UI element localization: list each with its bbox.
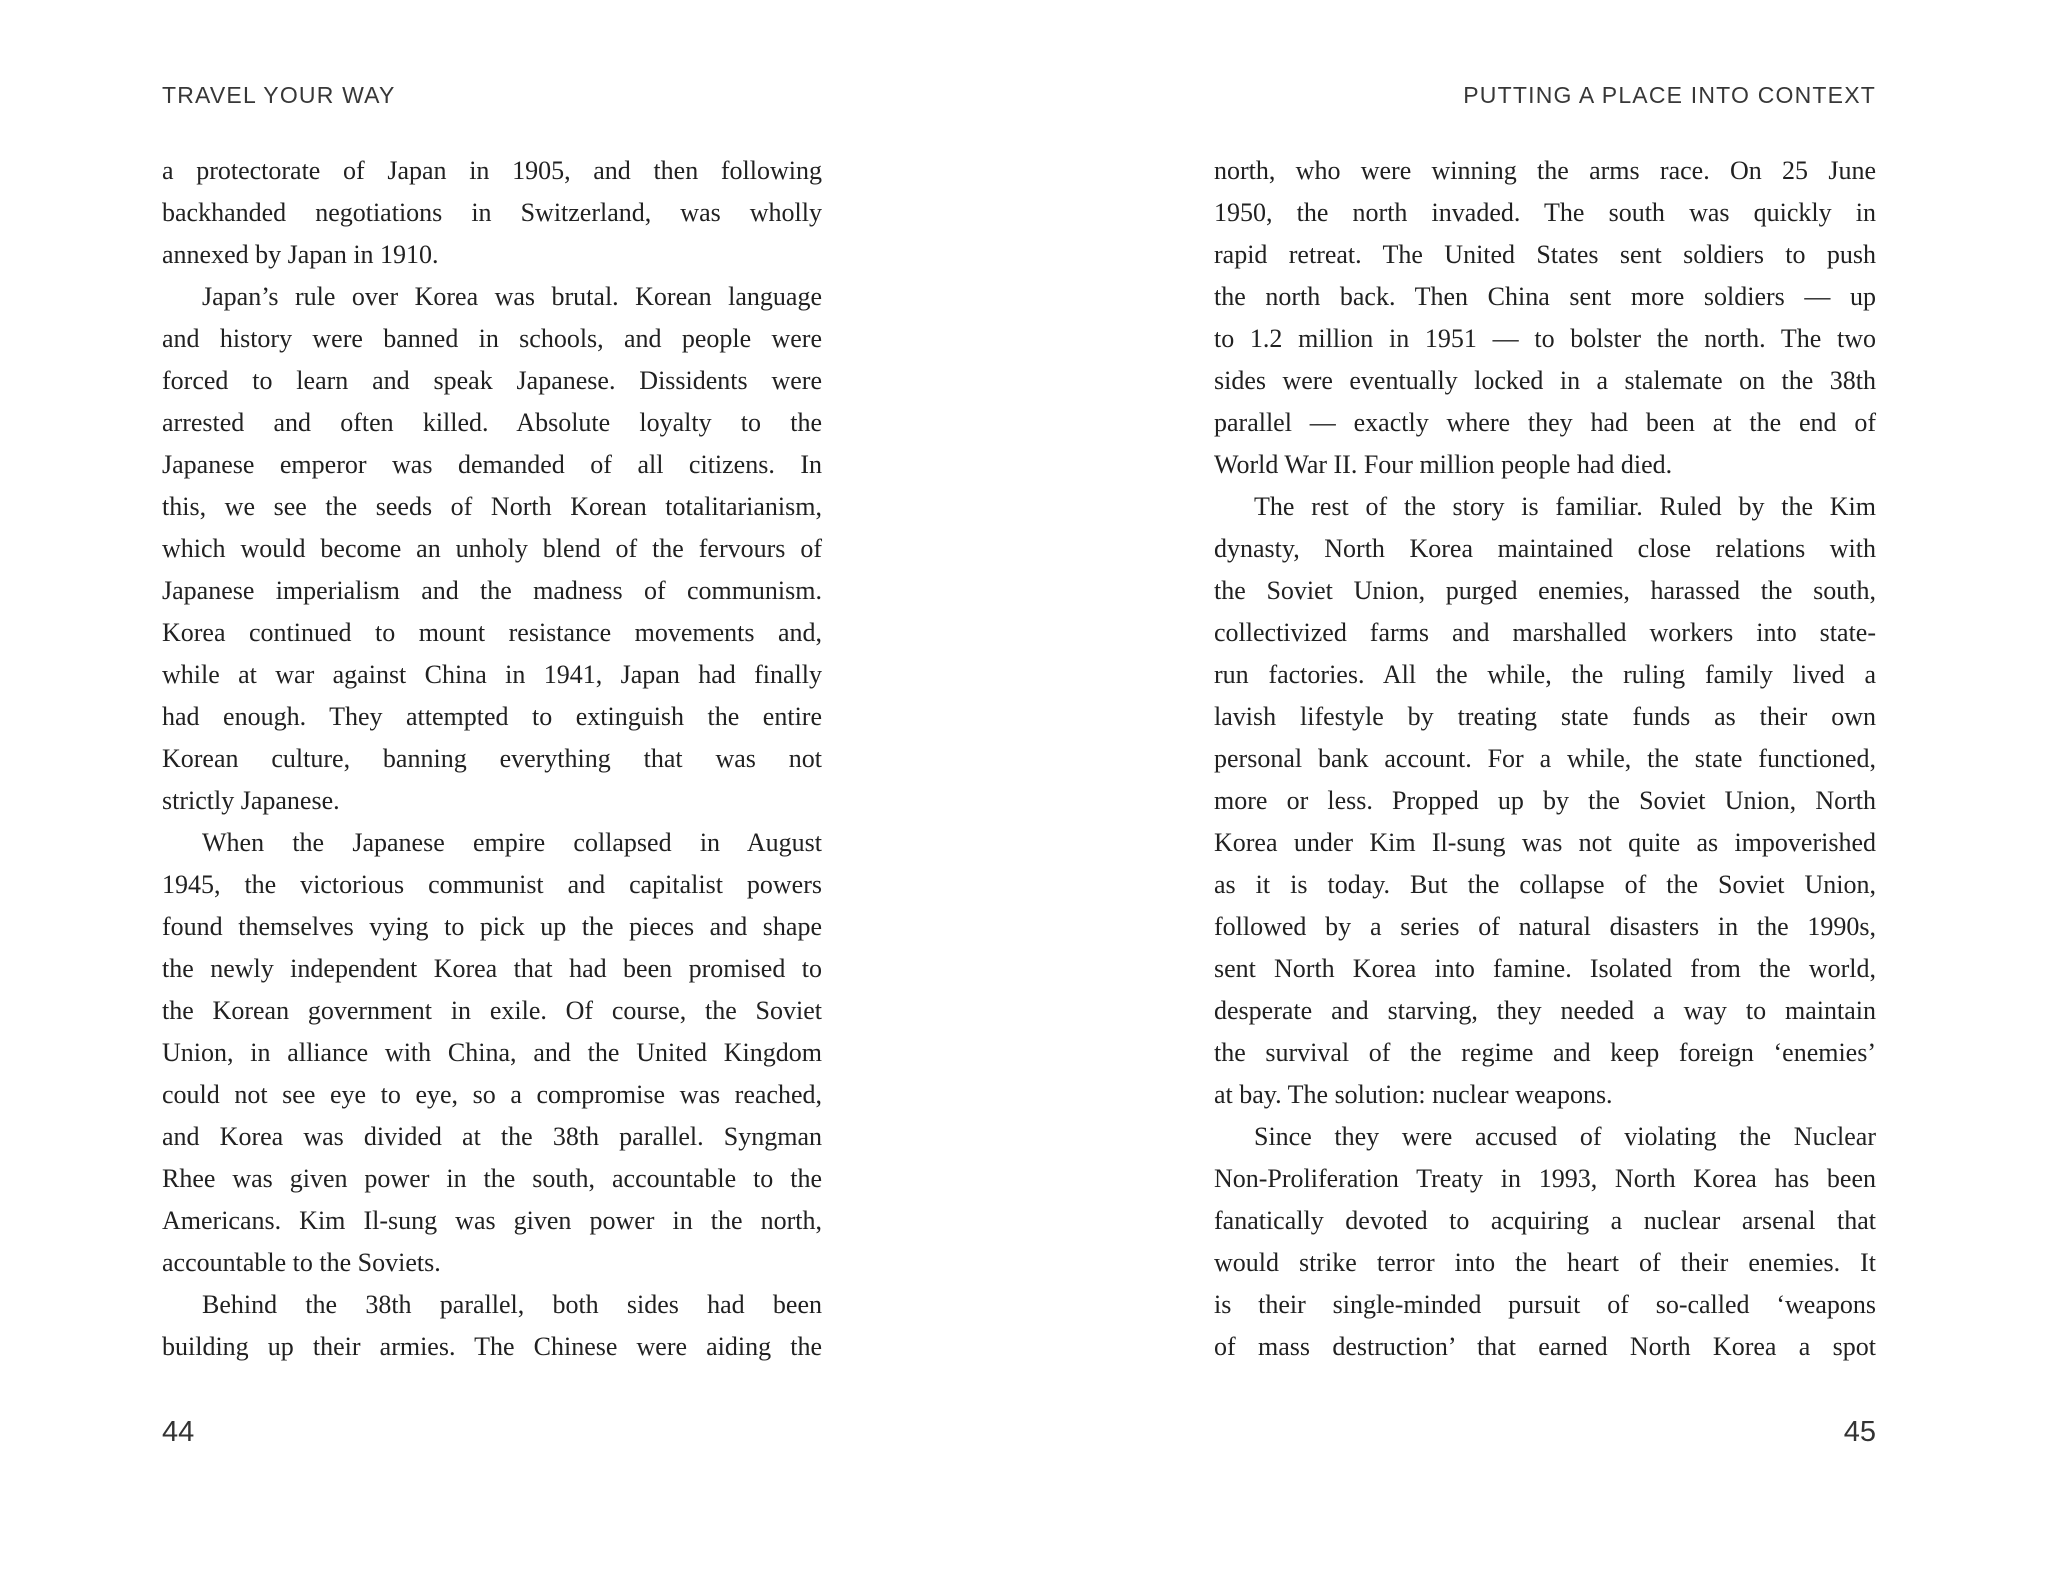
- text-line: followed by a series of natural disasters in the 1990s,: [1214, 912, 1876, 941]
- left-page: [162, 0, 822, 1596]
- text-line: sent North Korea into famine. Isolated from the world,: [1214, 954, 1876, 983]
- text-line: arrested and often killed. Absolute loyalty to the: [162, 408, 822, 437]
- text-line: the newly independent Korea that had been promised to: [162, 954, 822, 983]
- text-line: Americans. Kim Il-sung was given power in the north,: [162, 1206, 822, 1235]
- text-line: and Korea was divided at the 38th parallel. Syngman: [162, 1122, 822, 1151]
- text-line: Japanese emperor was demanded of all citizens. In: [162, 450, 822, 479]
- text-line: 1950, the north invaded. The south was quickly in: [1214, 198, 1876, 227]
- right-running-header: PUTTING A PLACE INTO CONTEXT: [1463, 82, 1876, 108]
- text-line: run factories. All the while, the ruling family lived a: [1214, 660, 1876, 689]
- text-line: and history were banned in schools, and people were: [162, 324, 822, 353]
- text-line: while at war against China in 1941, Japan had finally: [162, 660, 822, 689]
- text-line: Union, in alliance with China, and the United Kingdom: [162, 1038, 822, 1067]
- text-line: collectivized farms and marshalled workers into state-: [1214, 618, 1876, 647]
- text-line: desperate and starving, they needed a way to maintain: [1214, 996, 1876, 1025]
- text-line: which would become an unholy blend of the fervours of: [162, 534, 822, 563]
- text-line: the Korean government in exile. Of course, the Soviet: [162, 996, 822, 1025]
- right-page-number: 45: [1843, 1416, 1876, 1448]
- text-line: north, who were winning the arms race. On 25 June: [1214, 156, 1876, 185]
- text-line: Non-Proliferation Treaty in 1993, North Korea has been: [1214, 1164, 1876, 1193]
- text-line: 1945, the victorious communist and capitalist powers: [162, 870, 822, 899]
- text-line: is their single-minded pursuit of so-called ‘weapons: [1214, 1290, 1876, 1319]
- text-line: Korea continued to mount resistance movements and,: [162, 618, 822, 647]
- text-line: annexed by Japan in 1910.: [162, 240, 439, 269]
- left-page-body-text: [162, 150, 822, 1368]
- text-line: Korean culture, banning everything that was not: [162, 744, 822, 773]
- text-line: World War II. Four million people had died.: [1214, 450, 1673, 479]
- text-line: had enough. They attempted to extinguish the entire: [162, 702, 822, 731]
- text-line: a protectorate of Japan in 1905, and then following: [162, 156, 822, 185]
- text-line: the survival of the regime and keep foreign ‘enemies’: [1214, 1038, 1876, 1067]
- text-line: Rhee was given power in the south, accountable to the: [162, 1164, 822, 1193]
- text-line: could not see eye to eye, so a compromise was reached,: [162, 1080, 822, 1109]
- left-page-number: 44: [162, 1416, 195, 1448]
- text-line: When the Japanese empire collapsed in August: [202, 828, 822, 857]
- text-line: at bay. The solution: nuclear weapons.: [1214, 1080, 1613, 1109]
- text-line: fanatically devoted to acquiring a nuclear arsenal that: [1214, 1206, 1876, 1235]
- text-line: to 1.2 million in 1951 — to bolster the north. The two: [1214, 324, 1876, 353]
- text-line: building up their armies. The Chinese were aiding the: [162, 1332, 822, 1361]
- text-line: of mass destruction’ that earned North Korea a spot: [1214, 1332, 1876, 1361]
- text-line: accountable to the Soviets.: [162, 1248, 441, 1277]
- text-line: rapid retreat. The United States sent soldiers to push: [1214, 240, 1876, 269]
- text-line: Since they were accused of violating the Nuclear: [1254, 1122, 1876, 1151]
- text-line: as it is today. But the collapse of the Soviet Union,: [1214, 870, 1876, 899]
- text-line: Korea under Kim Il-sung was not quite as impoverished: [1214, 828, 1876, 857]
- text-line: The rest of the story is familiar. Ruled by the Kim: [1254, 492, 1876, 521]
- text-line: Behind the 38th parallel, both sides had been: [202, 1290, 822, 1319]
- text-line: forced to learn and speak Japanese. Dissidents were: [162, 366, 822, 395]
- text-line: sides were eventually locked in a stalemate on the 38th: [1214, 366, 1876, 395]
- right-page: [1214, 0, 1876, 1596]
- text-line: backhanded negotiations in Switzerland, was wholly: [162, 198, 822, 227]
- text-line: this, we see the seeds of North Korean totalitarianism,: [162, 492, 822, 521]
- text-line: personal bank account. For a while, the state functioned,: [1214, 744, 1876, 773]
- right-page-body-text: [1214, 150, 1876, 1368]
- text-line: dynasty, North Korea maintained close relations with: [1214, 534, 1876, 563]
- text-line: the Soviet Union, purged enemies, harassed the south,: [1214, 576, 1876, 605]
- text-line: strictly Japanese.: [162, 786, 340, 815]
- text-line: Japan’s rule over Korea was brutal. Korean language: [202, 282, 822, 311]
- text-line: more or less. Propped up by the Soviet Union, North: [1214, 786, 1876, 815]
- text-line: Japanese imperialism and the madness of communism.: [162, 576, 822, 605]
- text-line: found themselves vying to pick up the pieces and shape: [162, 912, 822, 941]
- left-running-header: TRAVEL YOUR WAY: [162, 82, 396, 108]
- text-line: parallel — exactly where they had been at the end of: [1214, 408, 1876, 437]
- text-line: the north back. Then China sent more soldiers — up: [1214, 282, 1876, 311]
- text-line: lavish lifestyle by treating state funds as their own: [1214, 702, 1876, 731]
- text-line: would strike terror into the heart of their enemies. It: [1214, 1248, 1876, 1277]
